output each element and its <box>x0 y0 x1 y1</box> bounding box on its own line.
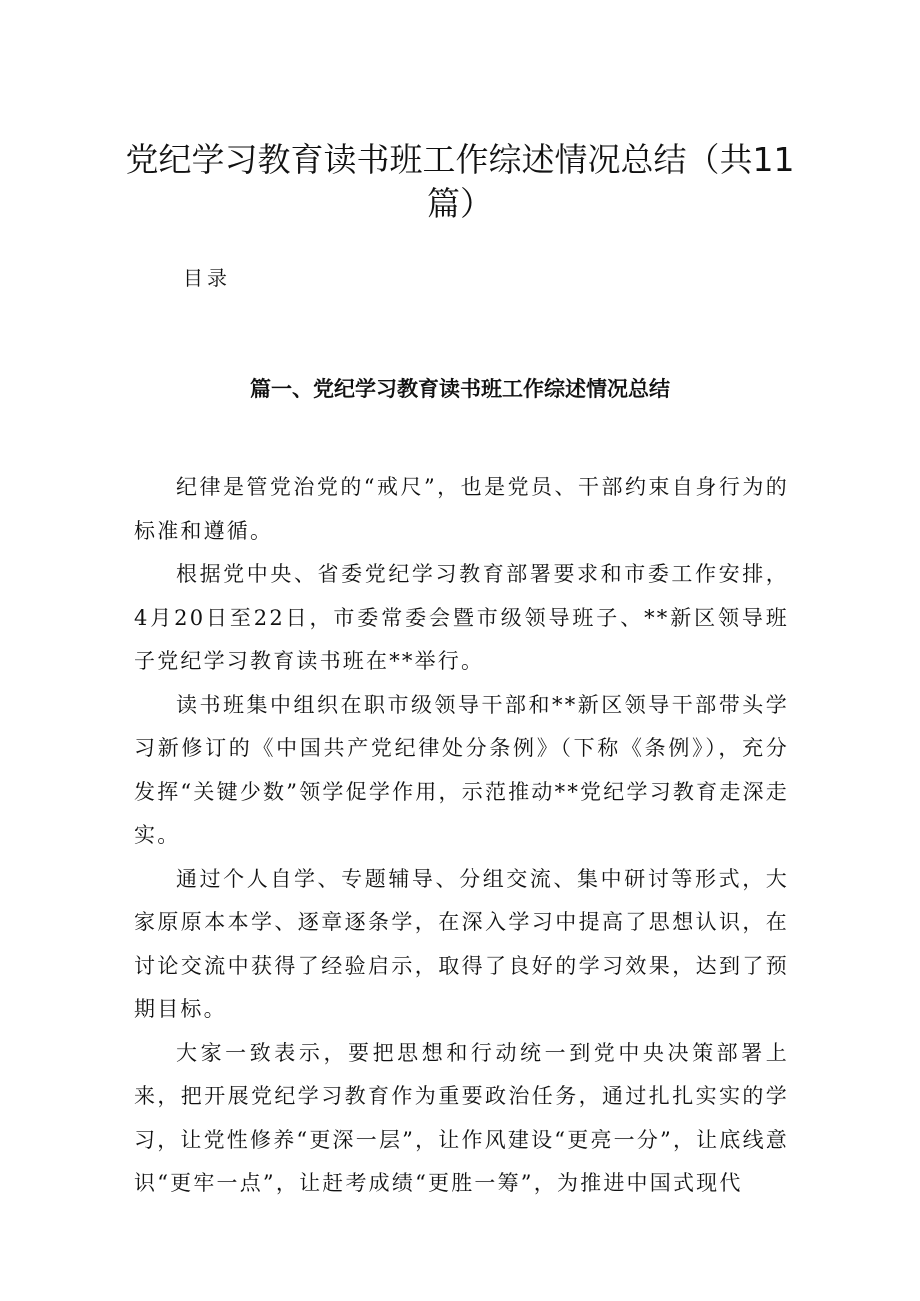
toc-label: 目录 <box>183 266 231 290</box>
body-paragraph: 读书班集中组织在职市级领导干部和**新区领导干部带头学习新修订的《中国共产党纪律处分条例》（下称《条例》），充分发挥“关键少数”领学促学作用，示范推动**党纪学习教育走深走实。 <box>134 692 789 847</box>
document-title: 党纪学习教育读书班工作综述情况总结（共11篇） <box>125 140 795 223</box>
body-paragraph: 根据党中央、省委党纪学习教育部署要求和市委工作安排，4月20日至22日，市委常委会暨市级领导班子、**新区领导班子党纪学习教育读书班在**举行。 <box>134 562 789 673</box>
body-paragraph: 大家一致表示，要把思想和行动统一到党中央决策部署上来，把开展党纪学习教育作为重要政治任务，通过扎扎实实的学习，让党性修养“更深一层”，让作风建设“更亮一分”，让底线意识“更牢一点”，让赶考成绩“更胜一筹”，为推进中国式现代 <box>134 1040 789 1195</box>
body-paragraph: 通过个人自学、专题辅导、分组交流、集中研讨等形式，大家原原本本学、逐章逐条学，在深入学习中提高了思想认识，在讨论交流中获得了经验启示，取得了良好的学习效果，达到了预期目标。 <box>134 866 789 1021</box>
body-paragraph: 纪律是管党治党的“戒尺”，也是党员、干部约束自身行为的标准和遵循。 <box>134 475 789 543</box>
document-body <box>134 466 789 1206</box>
section-heading: 篇一、党纪学习教育读书班工作综述情况总结 <box>250 377 670 401</box>
